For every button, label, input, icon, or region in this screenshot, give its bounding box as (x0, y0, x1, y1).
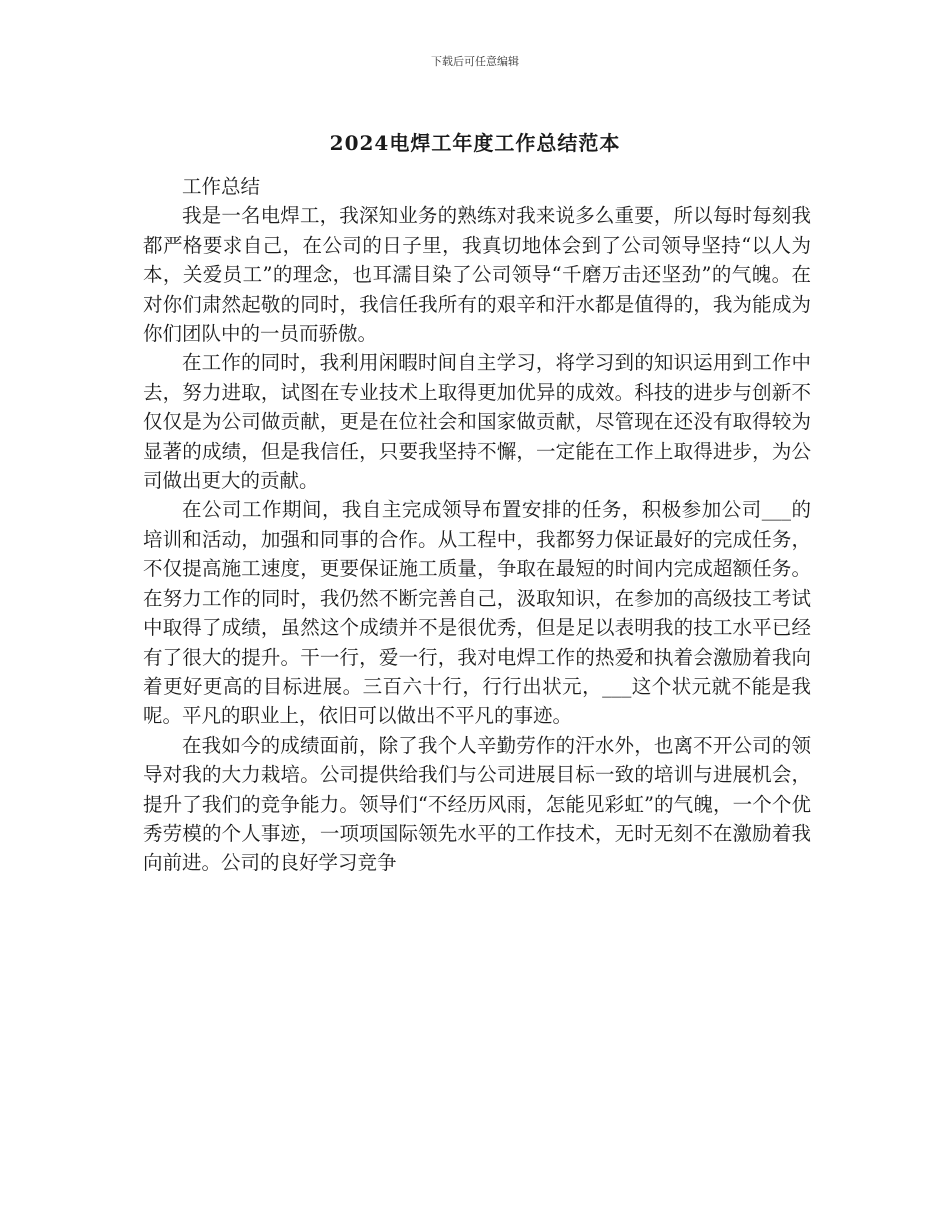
document-body (143, 172, 811, 878)
header-note: 下载后可任意编辑 (431, 55, 519, 68)
document-title: 2024电焊工年度工作总结范本 (329, 131, 621, 155)
paragraph-3: 在公司工作期间，我自主完成领导布置安排的任务，积极参加公司___的培训和活动，加强和同事的合作。从工程中，我都努力保证最好的完成任务，不仅提高施工速度，更要保证施工质量，争取在最短的时间内完成超额任务。在努力工作的同时，我仍然不断完善自己，汲取知识，在参加的高级技工考试中取得了成绩，虽然这个成绩并不是很优秀，但是足以表明我的技工水平已经有了很大的提升。干一行，爱一行，我对电焊工作的热爱和执着会激励着我向着更好更高的目标进展。三百六十行，行行出状元，___这个状元就不能是我呢。平凡的职业上，依旧可以做出不平凡的事迹。 (143, 498, 811, 728)
paragraph-4: 在我如今的成绩面前，除了我个人辛勤劳作的汗水外，也离不开公司的领导对我的大力栽培。公司提供给我们与公司进展目标一致的培训与进展机会，提升了我们的竞争能力。领导们“不经历风雨，怎能见彩虹”的气魄，一个个优秀劳模的个人事迹，一项项国际领先水平的工作技术，无时无刻不在激励着我向前进。公司的良好学习竞争 (143, 733, 811, 875)
paragraph-2: 在工作的同时，我利用闲暇时间自主学习，将学习到的知识运用到工作中去，努力进取，试图在专业技术上取得更加优异的成效。科技的进步与创新不仅仅是为公司做贡献，更是在位社会和国家做贡献，尽管现在还没有取得较为显著的成绩，但是我信任，只要我坚持不懈，一定能在工作上取得进步，为公司做出更大的贡献。 (143, 351, 811, 493)
paragraph-1: 我是一名电焊工，我深知业务的熟练对我来说多么重要，所以每时每刻我都严格要求自己，在公司的日子里，我真切地体会到了公司领导坚持“以人为本，关爱员工”的理念，也耳濡目染了公司领导“千磨万击还坚劲”的气魄。在对你们肃然起敬的同时，我信任我所有的艰辛和汗水都是值得的，我为能成为你们团队中的一员而骄傲。 (143, 204, 811, 346)
section-heading: 工作总结 (182, 175, 261, 198)
